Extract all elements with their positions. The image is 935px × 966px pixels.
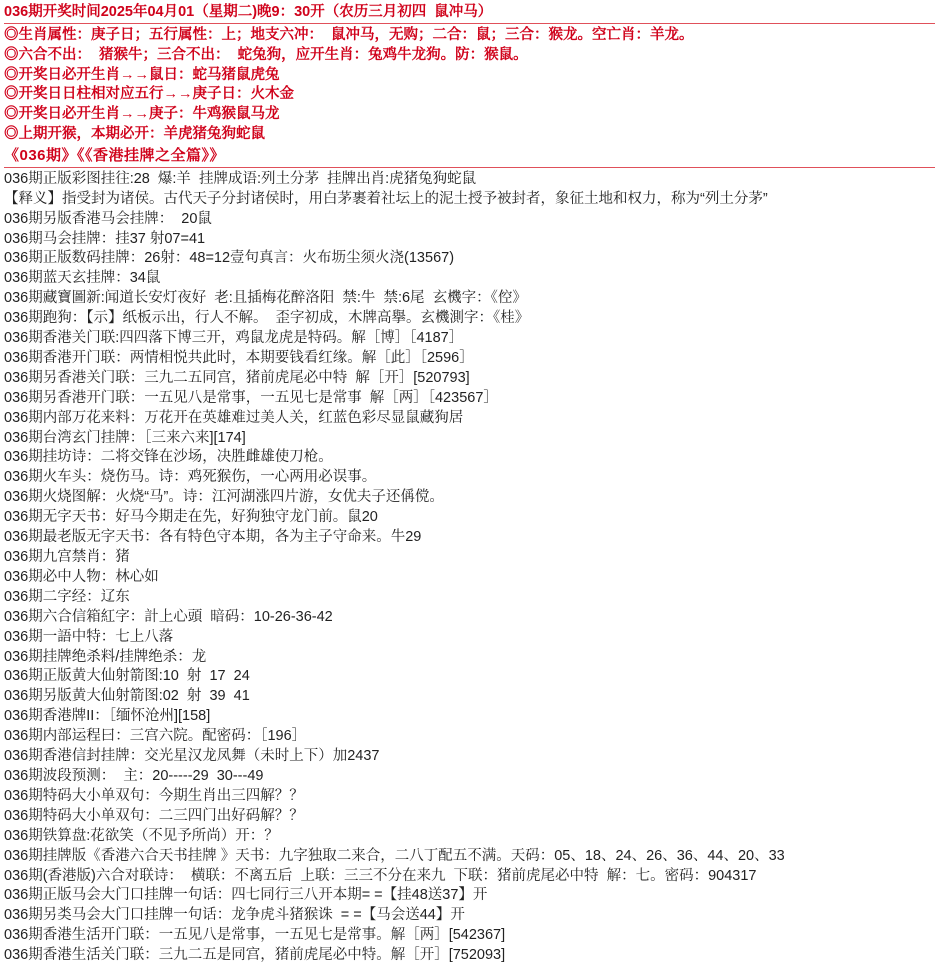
body-line-14: 036期台湾玄门挂牌：［三来六来][174] — [4, 429, 246, 446]
header-line-2: ◎六合不出： 猪猴牛；三合不出： 蛇兔狗，应开生肖：兔鸡牛龙狗。防：猴鼠。 — [4, 46, 528, 63]
body-line-26: 036期正版黄大仙射箭图:10 射 17 24 — [4, 668, 250, 685]
body-line-12: 036期另香港开门联：一五见八是常事，一五见七是常事 解［两］［423567］ — [4, 389, 498, 406]
divider-section — [4, 167, 935, 168]
body-line-3: 036期另版香港马会挂牌： 20鼠 — [4, 210, 212, 227]
header-line-3: ◎开奖日必开生肖→→鼠日：蛇马猪鼠虎兔 — [4, 66, 280, 83]
body-line-24: 036期一語中特：七上八落 — [4, 628, 174, 645]
header-line-6: ◎上期开猴，本期必开：羊虎猪兔狗蛇鼠 — [4, 125, 265, 142]
divider-top — [4, 23, 935, 24]
body-line-36: 036期(香港版)六合对联诗： 横联：不离五后 上联：三三不分在来九 下联：猪前虎尾必中特 解：七。密码：904317 — [4, 867, 757, 884]
body-line-32: 036期特码大小单双句：今期生肖出三四解？？ — [4, 787, 304, 804]
header-line-5: ◎开奖日必开生肖→→庚子：牛鸡猴鼠马龙 — [4, 106, 280, 123]
body-line-13: 036期内部万花来料：万花开在英雄难过美人关，红蓝色彩尽显鼠藏狗居 — [4, 409, 464, 426]
body-line-11: 036期另香港关门联：三九二五同宫，猪前虎尾必中特 解［开］[520793] — [4, 369, 470, 386]
body-line-37: 036期正版马会大门口挂牌一句话：四七同行三八开本期= =【挂48送37】开 — [4, 887, 488, 904]
section-title: 《036期》《《香港挂牌之全篇》》 — [4, 146, 226, 164]
body-line-5: 036期正版数码挂牌：26射：48=12壹句真言：火布坜尘须火浇(13567) — [4, 250, 455, 267]
body-line-31: 036期波段预测： 主：20-----29 30---49 — [4, 767, 264, 784]
body-line-30: 036期香港信封挂牌：交光星汉龙凤舞（未时上下）加2437 — [4, 748, 380, 765]
body-line-27: 036期另版黄大仙射箭图:02 射 39 41 — [4, 688, 250, 705]
body-line-19: 036期最老版无字天书：各有特色守本期，各为主子守命来。牛29 — [4, 529, 422, 546]
body-line-4: 036期马会挂牌：挂37 射07=41 — [4, 230, 206, 247]
body-line-6: 036期蓝天玄挂牌：34鼠 — [4, 270, 161, 287]
body-line-18: 036期无字天书：好马今期走在先，好狗独守龙门前。鼠20 — [4, 509, 378, 526]
body-line-28: 036期香港牌II：［缅怀沧州][158] — [4, 708, 211, 725]
draw-time-heading: 036期开奖时间2025年04月01（星期二)晚9：30开（农历三月初四 鼠冲马） — [4, 4, 493, 20]
body-line-9: 036期香港关门联:四四落下博三开，鸡鼠龙虎是特码。解［博］［4187］ — [4, 330, 464, 347]
body-line-2: 【释义】指受封为诸侯。古代天子分封诸侯时，用白茅裹着社坛上的泥土授予被封者，象征土地和权力，称为“列土分茅” — [4, 190, 768, 207]
header-line-1: ◎生肖属性：庚子日；五行属性：上；地支六冲： 鼠冲马，无购；二合：鼠；三合：猴龙。空亡肖：羊龙。 — [4, 27, 694, 43]
body-line-16: 036期火车头：烧伤马。诗：鸡死猴伤，一心两用必误事。 — [4, 469, 377, 486]
body-line-17: 036期火烧图解：火烧“马”。诗：江河湖涨四片游，女优夫子还偁傥。 — [4, 489, 444, 506]
body-line-25: 036期挂牌绝杀料/挂牌绝杀：龙 — [4, 648, 207, 665]
body-line-7: 036期藏寶圖新:闻道长安灯夜好 老:且插梅花醉洛阳 禁:牛 禁:6尾 玄機字：《倥》 — [4, 290, 527, 307]
body-line-21: 036期必中人物：林心如 — [4, 568, 159, 585]
body-line-38: 036期另类马会大门口挂牌一句话：龙争虎斗猪猴诛 = =【马会送44】开 — [4, 907, 465, 924]
body-line-10: 036期香港开门联：两情相悦共此时，本期要钱看红缘。解［此］［2596］ — [4, 349, 474, 366]
body-line-39: 036期香港生活开门联：一五见八是常事，一五见七是常事。解［两］[542367] — [4, 927, 506, 944]
body-line-34: 036期铁算盘:花欲笑（不见予所尚）开：？ — [4, 827, 279, 844]
body-line-22: 036期二字经：辽东 — [4, 588, 130, 605]
body-line-29: 036期内部运程曰：三宫六院。配密码：［196］ — [4, 728, 307, 745]
body-line-1: 036期正版彩图挂往:28 爆:羊 挂牌成语:列土分茅 挂牌出肖:虎猪兔狗蛇鼠 — [4, 170, 477, 187]
body-line-35: 036期挂牌版《香港六合天书挂牌 》天书：九字独取二来合，二八丁配五不满。天码：05、18、24、26、36、44、20、33 — [4, 847, 785, 864]
body-line-15: 036期挂坊诗：二将交锋在沙场，决胜雌雄使刀枪。 — [4, 449, 333, 466]
body-line-33: 036期特码大小单双句：二三四门出好码解？？ — [4, 807, 304, 824]
body-line-8: 036期跑狗：【示】纸板示出，行人不解。 歪字初成，木牌高擧。玄機測字：《桂》 — [4, 310, 530, 327]
header-line-4: ◎开奖日日柱相对应五行→→庚子日：火木金 — [4, 86, 294, 103]
body-line-20: 036期九宫禁肖：猪 — [4, 549, 130, 565]
body-line-40: 036期香港生活关门联：三九二五是同宫，猪前虎尾必中特。解［开］[752093] — [4, 947, 506, 964]
body-line-23: 036期六合信箱紅字：計上心頭 暗码：10-26-36-42 — [4, 608, 333, 625]
